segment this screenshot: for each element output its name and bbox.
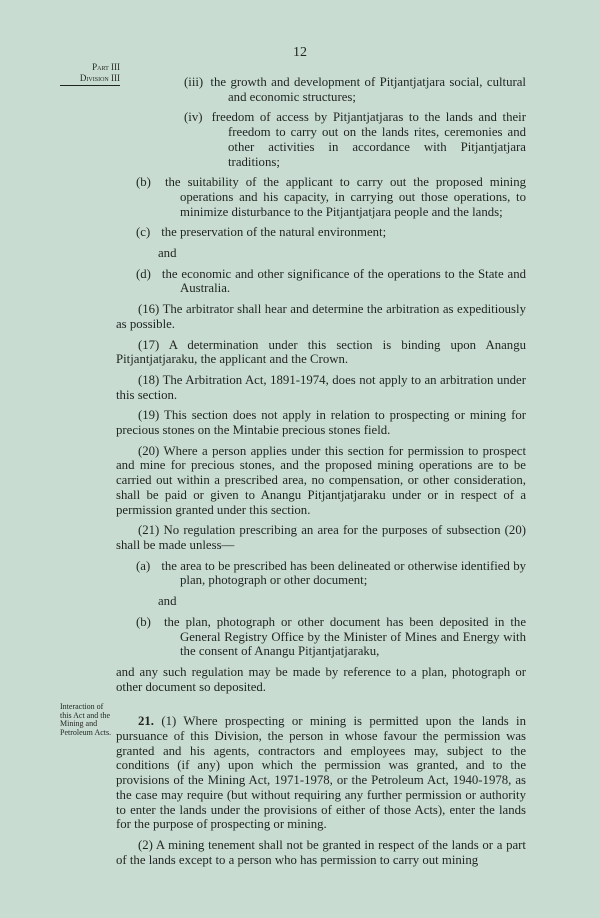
section-number: 21.	[138, 714, 154, 729]
subsection-21: (21) No regulation prescribing an area for the purposes of subsection (20) shall be made unless—	[116, 523, 526, 552]
paragraph-text: the economic and other significance of the operations to the State and Australia.	[161, 266, 526, 296]
paragraph-text: the growth and development of Pitjantjatjara social, cultural and economic structures;	[210, 75, 526, 104]
running-header	[60, 62, 120, 86]
subparagraph-iv: (iv) freedom of access by Pitjantjatjaras to the lands and their freedom to carry out on the lands rites, ceremonies and other activities in accordance with Pitjantjatjara traditions;	[184, 110, 526, 169]
header-division: Division III	[79, 73, 120, 83]
page-number: 12	[293, 45, 307, 60]
subsection-16: (16) The arbitrator shall hear and determine the arbitration as expeditiously as possible.	[116, 302, 526, 331]
section-21-subsection-1	[116, 714, 526, 832]
conjunction-and: and	[158, 246, 177, 261]
paragraph-d: (d) the economic and other significance of the operations to the State and Australia.	[136, 266, 526, 296]
paragraph-b-2: (b) the plan, photograph or other document has been deposited in the General Registry Office by the Minister of Mines and Energy with the consent of Anangu Pitjantjatjaraku,	[136, 614, 527, 659]
paragraph-text: freedom of access by Pitjantjatjaras to the lands and their freedom to carry out on the lands rites, ceremonies and other activities in accordance with Pitjantjatjara traditions;	[211, 110, 526, 169]
paragraph-b: (b) the suitability of the applicant to carry out the proposed mining operations and his capacity, in carrying out those operations, to minimize disturbance to the Pitjantjatjara people and the lands;	[136, 175, 526, 219]
margin-note: Interaction of this Act and the Mining and Petroleum Acts.	[60, 702, 112, 737]
document-body	[116, 75, 526, 873]
subsection-18: (18) The Arbitration Act, 1891-1974, does not apply to an arbitration under this section.	[116, 372, 526, 402]
paragraph-text: the preservation of the natural environment;	[161, 225, 387, 240]
header-part: Part III	[92, 62, 120, 72]
paragraph-c: (c) the preservation of the natural environment;	[136, 225, 387, 240]
conjunction-and: and	[158, 594, 177, 609]
paragraph-text: the suitability of the applicant to carry out the proposed mining operations and his capacity, in carrying out those operations, to minimize disturbance to the Pitjantjatjara people and the lands;	[164, 175, 526, 219]
paragraph-text: the plan, photograph or other document has been deposited in the General Registry Office by the Minister of Mines and Energy with the consent of Anangu Pitjantjatjaraku,	[163, 614, 527, 659]
subparagraph-iii: (iii) the growth and development of Pitjantjatjara social, cultural and economic structures;	[184, 75, 526, 104]
paragraph-text: (1) Where prospecting or mining is permitted upon the lands in pursuance of this Division, the person in whose favour the permission was granted and his agents, contractors and employees may, subject to the conditions (if any) upon which the permission was granted, and to the provisions of the Mining Act, 1971-1978, or the Petroleum Act, 1940-1978, as the case may require (but without requiring any further permission or authority to enter the lands under the provisions of either of those Acts), enter the lands for the purpose of prospecting or mining.	[116, 714, 527, 832]
section-21-subsection-2: (2) A mining tenement shall not be granted in respect of the lands or a part of the lands except to a person who has permission to carry out mining	[116, 837, 526, 867]
subsection-17: (17) A determination under this section is binding upon Anangu Pitjantjatjaraku, the applicant and the Crown.	[116, 337, 526, 367]
subsection-19: (19) This section does not apply in relation to prospecting or mining for precious stones on the Mintabie precious stones field.	[116, 408, 526, 438]
subsection-20: (20) Where a person applies under this section for permission to prospect and mine for precious stones, and the proposed mining operations are to be carried out within a prescribed area, no compensation, or other consideration, shall be paid or given to Anangu Pitjantjatjaraku under or in respect of a permission granted under this section.	[116, 443, 526, 517]
paragraph-a: (a) the area to be prescribed has been delineated or otherwise identified by plan, photograph or other document;	[136, 558, 526, 588]
paragraph-text: the area to be prescribed has been delineated or otherwise identified by plan, photograph or other document;	[161, 558, 526, 588]
header-rule	[60, 85, 120, 86]
closing-clause: and any such regulation may be made by reference to a plan, photograph or other document so deposited.	[116, 664, 526, 694]
